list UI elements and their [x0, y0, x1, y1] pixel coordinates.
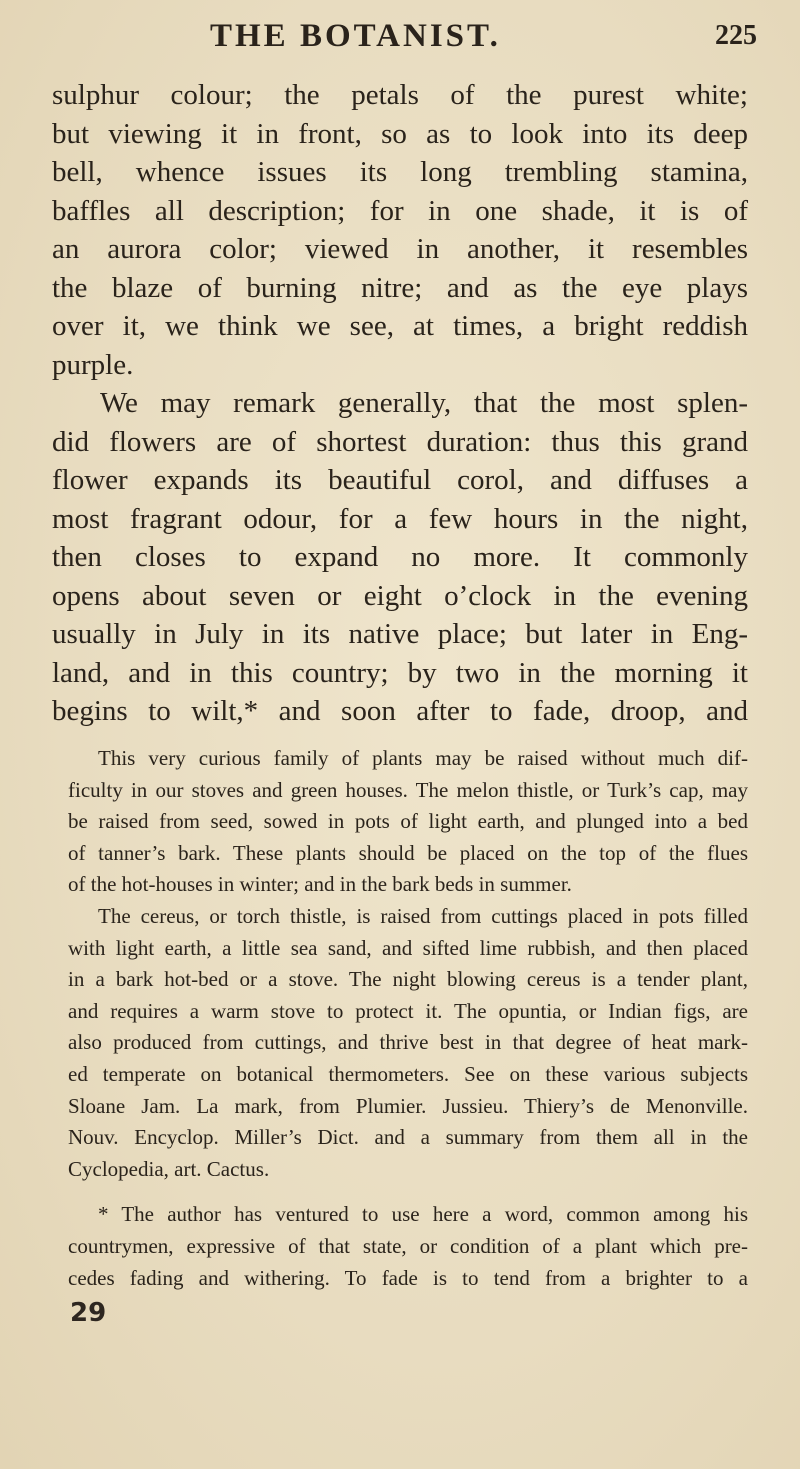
note-line: Sloane Jam. La mark, from Plumier. Jussieu. Thiery’s de Menonville.: [68, 1093, 748, 1118]
footnote-line: countrymen, expressive of that state, or condition of a plant which pre-: [68, 1233, 748, 1258]
text-line: over it, we think we see, at times, a bright reddish: [52, 310, 748, 342]
note-line: This very curious family of plants may be raised without much dif-: [98, 746, 748, 770]
text-line: usually in July in its native place; but later in Eng-: [52, 618, 748, 650]
note-line: in a bark hot-bed or a stove. The night blowing cereus is a tender plant,: [68, 967, 748, 992]
text-line: but viewing it in front, so as to look into its deep: [52, 117, 748, 150]
text-line: We may remark generally, that the most splen-: [100, 387, 748, 419]
text-line: purple.: [52, 348, 134, 381]
note-line: of tanner’s bark. These plants should be placed on the top of the flues: [68, 840, 748, 865]
note-line: ficulty in our stoves and green houses. The melon thistle, or Turk’s cap, may: [68, 777, 748, 802]
text-line: then closes to expand no more. It commonly: [52, 541, 748, 573]
text-line: most fragrant odour, for a few hours in the night,: [52, 502, 748, 535]
note-line: of the hot-houses in winter; and in the bark beds in summer.: [68, 872, 572, 897]
note-line: with light earth, a little sea sand, and sifted lime rubbish, and then placed: [68, 935, 748, 960]
note-line: and requires a warm stove to protect it. The opuntia, or Indian figs, are: [68, 998, 748, 1023]
note-line: The cereus, or torch thistle, is raised from cuttings placed in pots filled: [98, 903, 748, 928]
footnote-line: cedes fading and withering. To fade is to tend from a brighter to a: [68, 1265, 748, 1290]
text-line: baffles all description; for in one shade, it is of: [52, 194, 748, 227]
text-line: flower expands its beautiful corol, and diffuses a: [52, 464, 748, 496]
text-line: opens about seven or eight o’clock in the evening: [52, 579, 748, 612]
text-line: begins to wilt,* and soon after to fade, droop, and: [52, 695, 748, 727]
text-line: an aurora color; viewed in another, it resembles: [52, 233, 748, 265]
note-line: Nouv. Encyclop. Miller’s Dict. and a summary from them all in the: [68, 1125, 748, 1150]
main-text: [52, 76, 748, 731]
note-line: also produced from cuttings, and thrive best in that degree of heat mark-: [68, 1030, 748, 1055]
text-line: sulphur colour; the petals of the purest white;: [52, 79, 748, 111]
note-line: ed temperate on botanical thermometers. See on these various subjects: [68, 1061, 748, 1086]
text-line: land, and in this country; by two in the morning it: [52, 656, 748, 689]
running-title: THE BOTANIST.: [210, 18, 501, 54]
note-line: Cyclopedia, art. Cactus.: [68, 1156, 270, 1181]
text-line: did flowers are of shortest duration: thus this grand: [52, 425, 748, 458]
footnote-line: * The author has ventured to use here a word, common among his: [98, 1202, 748, 1227]
signature-mark: 29: [70, 1298, 107, 1328]
page-number: 225: [715, 20, 757, 51]
page-header: [0, 18, 800, 58]
note-line: be raised from seed, sowed in pots of light earth, and plunged into a bed: [68, 809, 748, 834]
notes-section: [68, 743, 748, 1294]
text-line: the blaze of burning nitre; and as the eye plays: [52, 271, 748, 304]
text-line: bell, whence issues its long trembling stamina,: [52, 156, 748, 188]
